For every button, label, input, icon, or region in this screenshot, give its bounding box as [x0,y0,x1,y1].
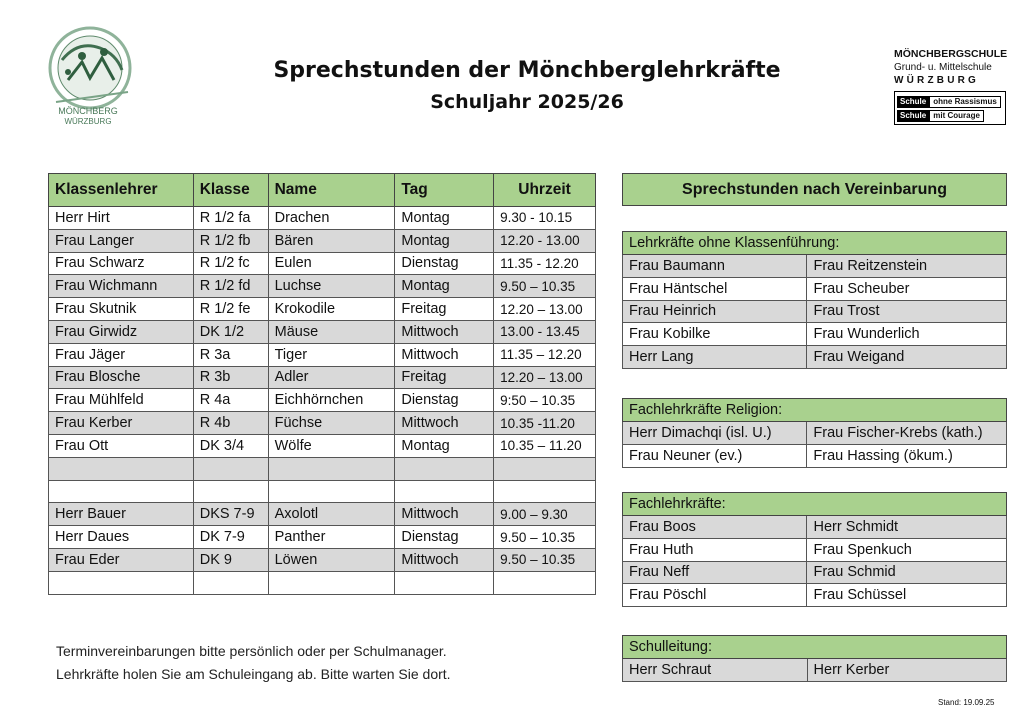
table-cell: Dienstag [395,389,494,412]
table-row [49,207,596,230]
office-hours-table [48,173,596,595]
list-item [623,300,1007,323]
table-cell: 9.50 – 10.35 [494,548,596,571]
table-header-row [49,174,596,207]
table-cell: Mittwoch [395,503,494,526]
section-title: Fachlehrkräfte Religion: [623,399,1007,422]
teacher-name: Frau Schmid [807,561,1007,584]
page-subtitle: Schuljahr 2025/26 [430,91,624,113]
table-cell: Frau Ott [49,434,194,457]
table-cell: Frau Eder [49,548,194,571]
table-cell: Dienstag [395,252,494,275]
table-cell [494,480,596,503]
table-cell: Montag [395,434,494,457]
col-header-uhrzeit: Uhrzeit [494,174,596,207]
table-cell: Eulen [268,252,395,275]
list-item [623,323,1007,346]
table-cell: 9.00 – 9.30 [494,503,596,526]
table-cell: Frau Blosche [49,366,194,389]
teacher-name: Frau Schüssel [807,584,1007,607]
table-cell [49,480,194,503]
table-cell: 9:50 – 10.35 [494,389,596,412]
table-row [49,298,596,321]
list-item [623,277,1007,300]
section-title: Fachlehrkräfte: [623,493,1007,516]
teacher-name: Frau Häntschel [623,277,807,300]
table-row [49,434,596,457]
footer-note [56,640,451,686]
table-cell: Wölfe [268,434,395,457]
title-block [0,58,1024,113]
list-item [623,561,1007,584]
svg-text:MÖNCHBERG: MÖNCHBERG [58,106,118,116]
list-item [623,584,1007,607]
teacher-name: Frau Boos [623,516,807,539]
table-cell: Montag [395,207,494,230]
table-cell: Montag [395,229,494,252]
table-cell: Panther [268,526,395,549]
table-cell: 13.00 - 13.45 [494,320,596,343]
teacher-name: Frau Fischer-Krebs (kath.) [807,422,1007,445]
courage-badge: Schule ohne Rassismus Schule mit Courage [894,91,1006,125]
teacher-name: Frau Wunderlich [807,323,1007,346]
teacher-name: Frau Kobilke [623,323,807,346]
col-header-tag: Tag [395,174,494,207]
page-title: Sprechstunden der Mönchberglehrkräfte [273,58,781,83]
table-cell [193,571,268,594]
teachers-without-class-table [622,231,1007,369]
school-city: WÜRZBURG [894,75,980,86]
table-cell: Frau Mühlfeld [49,389,194,412]
teacher-name: Herr Kerber [807,659,1006,682]
table-cell [193,480,268,503]
table-cell: Freitag [395,298,494,321]
school-info [894,48,1010,125]
table-cell: Herr Hirt [49,207,194,230]
table-cell [395,457,494,480]
table-cell [49,571,194,594]
table-cell: Mittwoch [395,548,494,571]
table-cell: DK 3/4 [193,434,268,457]
table-cell: Eichhörnchen [268,389,395,412]
teacher-name: Frau Weigand [807,346,1007,369]
table-row [49,320,596,343]
table-cell: 12.20 – 13.00 [494,366,596,389]
list-item [623,516,1007,539]
table-cell: R 4a [193,389,268,412]
table-cell: 10.35 -11.20 [494,412,596,435]
list-item [623,659,1007,682]
table-row [49,366,596,389]
table-cell: 11.35 – 12.20 [494,343,596,366]
teacher-name: Frau Baumann [623,255,807,278]
table-cell: Mittwoch [395,343,494,366]
table-cell [494,571,596,594]
subject-teachers-table [622,492,1007,607]
table-cell [395,571,494,594]
list-item [623,444,1007,467]
table-cell: Frau Kerber [49,412,194,435]
col-header-name: Name [268,174,395,207]
table-cell: Frau Girwidz [49,320,194,343]
table-cell: Mittwoch [395,320,494,343]
table-cell: Frau Langer [49,229,194,252]
table-cell: 9.50 – 10.35 [494,526,596,549]
list-item [623,255,1007,278]
teacher-name: Frau Huth [623,538,807,561]
table-cell: DK 9 [193,548,268,571]
table-cell: R 1/2 fc [193,252,268,275]
table-cell: Bären [268,229,395,252]
table-cell: Montag [395,275,494,298]
teacher-name: Frau Pöschl [623,584,807,607]
table-cell: 12.20 - 13.00 [494,229,596,252]
table-cell: R 3b [193,366,268,389]
table-cell: Löwen [268,548,395,571]
table-cell: R 1/2 fa [193,207,268,230]
table-cell: Tiger [268,343,395,366]
table-cell [268,480,395,503]
table-cell: Herr Daues [49,526,194,549]
table-cell [193,457,268,480]
table-row [49,571,596,594]
table-cell: 9.50 – 10.35 [494,275,596,298]
teacher-name: Frau Heinrich [623,300,807,323]
table-row [49,503,596,526]
teacher-name: Frau Reitzenstein [807,255,1007,278]
school-management-table [622,635,1007,682]
table-row [49,252,596,275]
note-line-2: Lehrkräfte holen Sie am Schuleingang ab. Bitte warten Sie dort. [56,666,451,682]
table-cell: Luchse [268,275,395,298]
table-cell: Dienstag [395,526,494,549]
table-cell: Frau Wichmann [49,275,194,298]
table-cell [49,457,194,480]
table-cell: R 4b [193,412,268,435]
teacher-name: Frau Trost [807,300,1007,323]
table-cell: 9.30 - 10.15 [494,207,596,230]
note-line-1: Terminvereinbarungen bitte persönlich oder per Schulmanager. [56,643,447,659]
table-cell: Mäuse [268,320,395,343]
teacher-name: Herr Lang [623,346,807,369]
school-type: Grund- u. Mittelschule [894,62,992,73]
table-row [49,389,596,412]
table-cell: Mittwoch [395,412,494,435]
table-row [49,343,596,366]
teacher-name: Herr Dimachqi (isl. U.) [623,422,807,445]
list-item [623,538,1007,561]
teacher-name: Frau Hassing (ökum.) [807,444,1007,467]
teacher-name: Frau Spenkuch [807,538,1007,561]
table-cell: Krokodile [268,298,395,321]
table-row [49,526,596,549]
teacher-name: Herr Schmidt [807,516,1007,539]
table-cell [395,480,494,503]
table-cell: Frau Jäger [49,343,194,366]
section-title: Lehrkräfte ohne Klassenführung: [623,232,1007,255]
table-row [49,457,596,480]
table-cell: Frau Skutnik [49,298,194,321]
teacher-name: Herr Schraut [623,659,808,682]
table-row [49,548,596,571]
col-header-klasse: Klasse [193,174,268,207]
table-cell: R 1/2 fb [193,229,268,252]
table-cell: DK 1/2 [193,320,268,343]
table-cell [494,457,596,480]
table-cell: Axolotl [268,503,395,526]
table-row [49,412,596,435]
table-cell: 10.35 – 11.20 [494,434,596,457]
table-row [49,275,596,298]
table-cell: DKS 7-9 [193,503,268,526]
svg-text:WÜRZBURG: WÜRZBURG [64,117,112,126]
section-title: Schulleitung: [623,636,1007,659]
table-cell: R 1/2 fd [193,275,268,298]
table-cell: 12.20 – 13.00 [494,298,596,321]
table-cell: R 3a [193,343,268,366]
table-row [49,480,596,503]
table-cell [268,457,395,480]
table-cell: R 1/2 fe [193,298,268,321]
teacher-name: Frau Neff [623,561,807,584]
list-item [623,422,1007,445]
table-cell: Freitag [395,366,494,389]
religion-teachers-table [622,398,1007,468]
table-row [49,229,596,252]
teacher-name: Frau Neuner (ev.) [623,444,807,467]
table-cell: Frau Schwarz [49,252,194,275]
stand-date: Stand: 19.09.25 [938,698,995,707]
col-header-klassenlehrer: Klassenlehrer [49,174,194,207]
table-cell: 11.35 - 12.20 [494,252,596,275]
table-cell: Herr Bauer [49,503,194,526]
table-cell: DK 7-9 [193,526,268,549]
table-cell: Adler [268,366,395,389]
table-cell [268,571,395,594]
table-cell: Drachen [268,207,395,230]
list-item [623,346,1007,369]
table-cell: Füchse [268,412,395,435]
teacher-name: Frau Scheuber [807,277,1007,300]
appointment-header: Sprechstunden nach Vereinbarung [622,173,1007,206]
school-name: MÖNCHBERGSCHULE [894,48,1008,60]
